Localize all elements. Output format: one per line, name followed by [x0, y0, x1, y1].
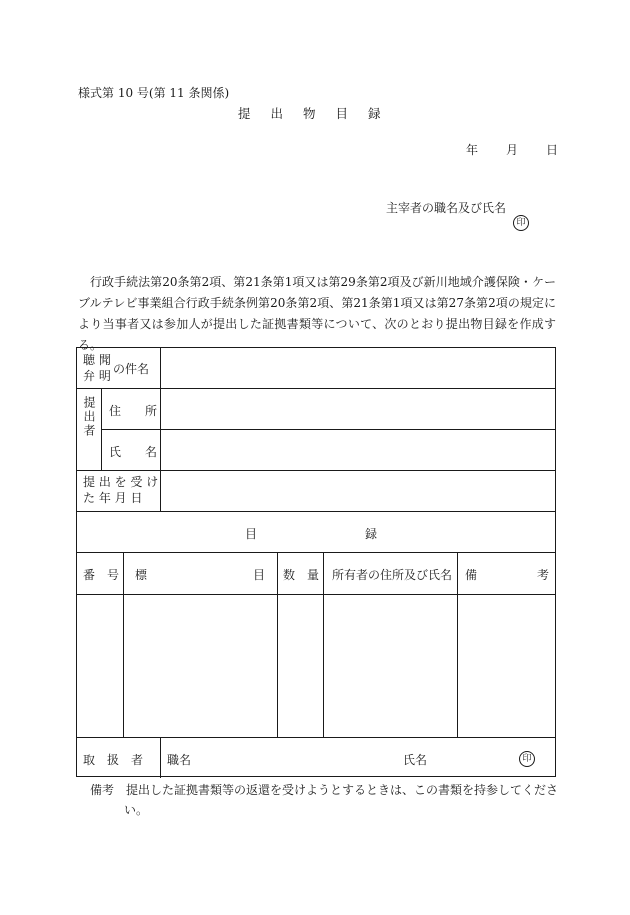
seal-mark: 印	[519, 751, 535, 767]
col-divider	[277, 552, 278, 737]
body-text: 行政手続法第20条第2項、第21条第1項又は第29条第2項及び新川地域介護保険・ケーブルテレビ事業組合行政手続条例第20条第2項、第21条第1項又は第27条第2項の規定により当事者又は参加人が提出した証拠書類等について、次のとおり提出物目録を作成する。	[78, 275, 556, 352]
col-quantity: 数 量	[283, 568, 320, 582]
organizer-label: 主宰者の職名及び氏名	[386, 201, 507, 215]
form-table	[76, 347, 556, 777]
date-day: 日	[546, 143, 559, 157]
handler-name-label: 氏名	[403, 753, 428, 767]
received-date-label: 提 出 を 受 け た 年 月 日	[83, 475, 159, 505]
col-divider	[323, 552, 324, 737]
row-divider	[77, 511, 555, 512]
col-divider	[160, 737, 161, 778]
row-divider	[77, 470, 555, 471]
seal-mark: 印	[513, 215, 529, 231]
inventory-header: 目 録	[245, 527, 378, 541]
row-divider	[101, 429, 555, 430]
hearing-suffix: の件名	[113, 362, 150, 376]
remarks-note	[90, 780, 558, 820]
hearing-label: 聴 聞 弁 明	[83, 353, 111, 383]
date-month: 月	[506, 143, 519, 157]
name-label: 氏 名	[109, 445, 158, 459]
handler-title-label: 職名	[167, 753, 192, 767]
document-title: 提出物目録	[238, 106, 401, 121]
address-label: 住 所	[109, 404, 158, 418]
col-title: 標 目	[135, 568, 265, 582]
submitter-label: 提出者	[82, 396, 96, 438]
row-divider	[77, 594, 555, 595]
col-divider	[160, 348, 161, 511]
col-remarks: 備 考	[465, 568, 549, 582]
col-number: 番 号	[83, 568, 120, 582]
col-divider	[101, 388, 102, 470]
col-divider	[457, 552, 458, 737]
row-divider	[77, 552, 555, 553]
row-divider	[77, 737, 555, 738]
row-divider	[77, 388, 555, 389]
remarks-label: 備考	[90, 783, 115, 797]
col-divider	[123, 552, 124, 737]
remarks-line-1: 提出した証拠書類等の返還を受けようとするときは、この書類を持参してくださ	[126, 783, 559, 797]
handler-label: 取 扱 者	[83, 753, 144, 767]
remarks-line-2: い。	[124, 803, 149, 817]
date-year: 年	[466, 143, 479, 157]
form-number: 様式第 10 号(第 11 条関係)	[78, 86, 230, 100]
col-owner: 所有者の住所及び氏名	[332, 568, 453, 582]
date-line	[466, 141, 558, 158]
